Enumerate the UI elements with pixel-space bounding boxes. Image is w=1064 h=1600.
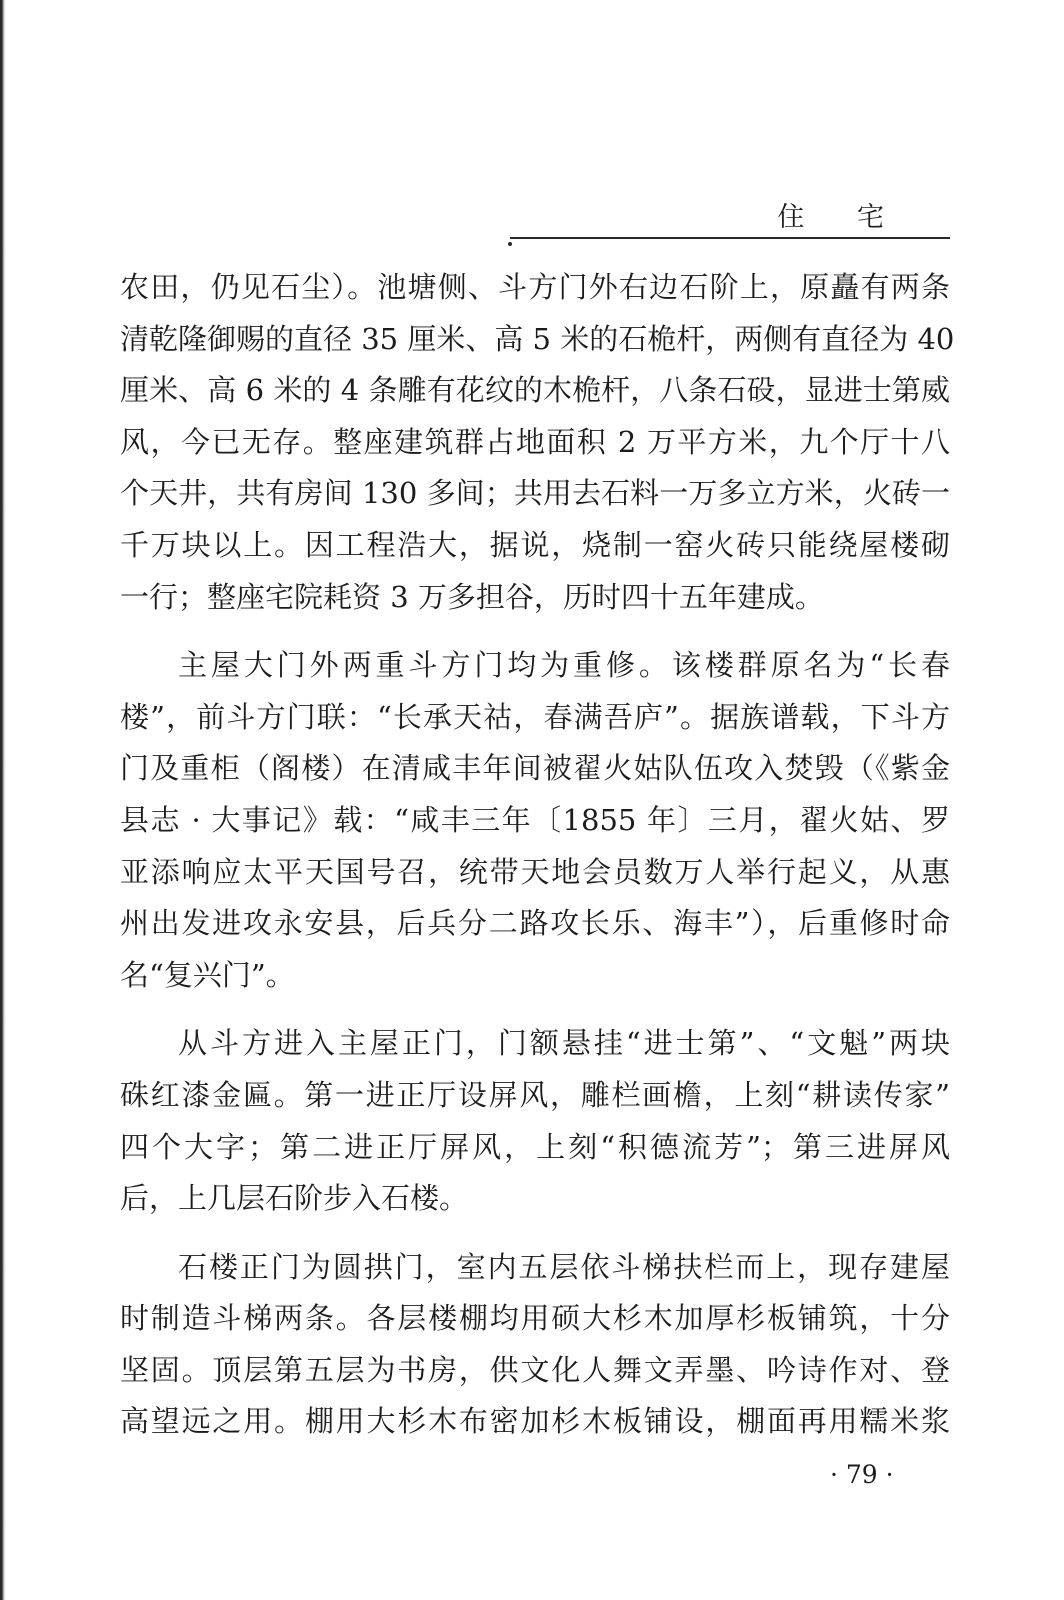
text-line: 县志 · 大事记》载：“咸丰三年〔1855 年〕三月，翟火姑、罗 xyxy=(120,802,950,837)
text-line: 后，上几层石阶步入石楼。 xyxy=(120,1181,469,1216)
header-title: 住 宅 xyxy=(777,202,906,233)
text-line: 楼”，前斗方门联：“长承天祜，春满吾庐”。据族谱载，下斗方 xyxy=(120,699,950,734)
text-line: 个天井，共有房间 130 多间；共用去石料一万多立方米，火砖一 xyxy=(120,476,950,511)
text-line: 硃红漆金匾。第一进正厅设屏风，雕栏画檐，上刻“耕读传家” xyxy=(120,1077,950,1112)
text-line: 时制造斗梯两条。各层楼棚均用硕大杉木加厚杉板铺筑，十分 xyxy=(120,1301,950,1336)
paragraph-first-line: 石楼正门为圆拱门，室内五层依斗梯扶栏而上，现存建屋 xyxy=(178,1249,950,1284)
text-line: 门及重柜（阁楼）在清咸丰年间被翟火姑队伍攻入焚毁（《紫金 xyxy=(120,751,950,786)
paragraph-first-line: 从斗方进入主屋正门，门额悬挂“进士第”、“文魁”两块 xyxy=(178,1026,950,1061)
text-line: 四个大字；第二进正厅屏风，上刻“积德流芳”；第三进屏风 xyxy=(120,1129,950,1164)
running-header xyxy=(510,183,950,243)
text-line: 厘米、高 6 米的 4 条雕有花纹的木桅杆，八条石砓，显进士第威 xyxy=(120,373,950,408)
text-line: 清乾隆御赐的直径 35 厘米、高 5 米的石桅杆，两侧有直径为 40 xyxy=(120,321,955,356)
text-line: 风，今已无存。整座建筑群占地面积 2 万平方米，九个厅十八 xyxy=(120,424,950,459)
paragraph-first-line: 主屋大门外两重斗方门均为重修。该楼群原名为“长春 xyxy=(178,648,950,683)
text-line: 一行；整座宅院耗资 3 万多担谷，历时四十五年建成。 xyxy=(120,579,824,614)
header-dot xyxy=(508,242,512,246)
header-rule xyxy=(510,237,950,239)
scan-edge xyxy=(0,0,6,1600)
text-line: 名“复兴门”。 xyxy=(120,957,295,992)
text-line: 亚添响应太平天国号召，统带天地会员数万人举行起义，从惠 xyxy=(120,854,950,889)
text-line: 高望远之用。棚用大杉木布密加杉木板铺设，棚面再用糯米浆 xyxy=(120,1404,950,1439)
body-text xyxy=(120,262,955,1448)
text-line: 坚固。顶层第五层为书房，供文化人舞文弄墨、吟诗作对、登 xyxy=(120,1352,950,1387)
page-number: · 79 · xyxy=(830,1460,894,1489)
text-line: 农田，仍见石尘）。池塘侧、斗方门外右边石阶上，原矗有两条 xyxy=(120,270,950,304)
text-line: 州出发进攻永安县，后兵分二路攻长乐、海丰”），后重修时命 xyxy=(120,906,950,941)
text-line: 千万块以上。因工程浩大，据说，烧制一窑火砖只能绕屋楼砌 xyxy=(120,527,950,562)
